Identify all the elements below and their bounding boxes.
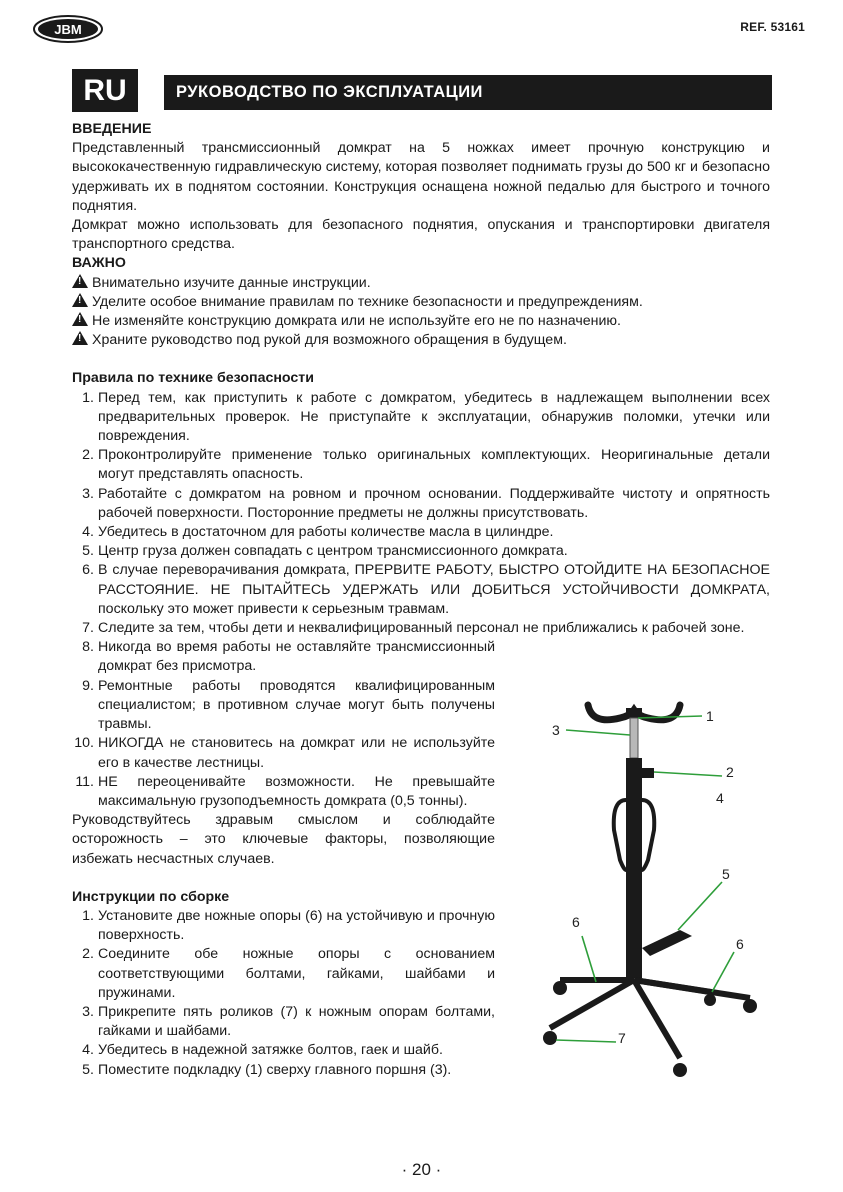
jack-drawing (530, 680, 780, 1100)
list-item: 1. Перед тем, как приступить к работе с домкратом, убедитесь в надлежащем выполнении всех предварительных проверок. Не приступайте к эксплуатации, обнаружив поломки, утечки или повреждения. (82, 389, 770, 445)
intro-paragraph-1: Представленный трансмиссионный домкрат на 5 ножках имеет прочную конструкцию и высококачественную гидравлическую систему, которая позволяет поднимать грузы до 500 кг и безопасно удерживать их в поднятом состоянии. Конструкция оснащена ножной педалью для быстрого и точного поднятия. (72, 140, 770, 214)
warning-icon (72, 312, 88, 326)
list-item: 2. Проконтролируйте применение только оригинальных комплектующих. Неоригинальные детали могут представлять опасность. (82, 447, 770, 483)
warning-text: Внимательно изучите данные инструкции. (92, 274, 371, 291)
warning-icon (72, 274, 88, 288)
list-item: 3. Прикрепите пять роликов (7) к ножным опорам болтами, гайками и шайбами. (82, 1003, 495, 1040)
page-title: РУКОВОДСТВО ПО ЭКСПЛУАТАЦИИ (164, 75, 772, 110)
callout-label: 7 (618, 1030, 626, 1046)
list-item: 4. Убедитесь в достаточном для работы количестве масла в цилиндре. (82, 524, 554, 541)
callout-label: 6 (736, 936, 744, 952)
callout-label: 4 (716, 790, 724, 806)
jbm-logo (32, 14, 104, 44)
callout-label: 2 (726, 764, 734, 780)
list-item: 3. Работайте с домкратом на ровном и прочном основании. Поддерживайте чистоту и опрятность рабочей поверхности. Посторонние предметы не должны присутствовать. (82, 485, 770, 521)
callout-label: 6 (572, 914, 580, 930)
list-item: 10. НИКОГДА не становитесь на домкрат или не используйте его в качестве лестницы. (74, 735, 495, 771)
intro-paragraph-2: Домкрат можно использовать для безопасного поднятия, опускания и транспортировки двигателя транспортного средства. (72, 217, 770, 253)
assembly-list (72, 907, 495, 1080)
list-item: 7. Следите за тем, чтобы дети и неквалифицированный персонал не приближались к рабочей зоне. (82, 620, 745, 637)
callout-label: 5 (722, 866, 730, 882)
safety-closing: Руководствуйтесь здравым смыслом и соблюдайте осторожность – это ключевые факторы, позволяющие избежать несчастных случаев. (72, 812, 495, 867)
list-item: 9. Ремонтные работы проводятся квалифицированным специалистом; в противном случае могут быть получены травмы. (82, 677, 495, 733)
language-badge: RU (72, 69, 138, 112)
list-item: 2. Соедините обе ножные опоры с основанием соответствующими болтами, гайками, шайбами и пружинами. (82, 946, 495, 1001)
list-item: 1. Установите две ножные опоры (6) на устойчивую и прочную поверхность. (82, 907, 495, 944)
list-item: 5. Центр груза должен совпадать с центром трансмиссионного домкрата. (82, 543, 568, 560)
assembly-heading: Инструкции по сборке (72, 888, 230, 905)
safety-list-continued (72, 638, 495, 811)
important-heading: ВАЖНО (72, 255, 126, 272)
jack-illustration (530, 680, 780, 1100)
intro-heading: ВВЕДЕНИЕ (72, 121, 152, 137)
safety-heading: Правила по технике безопасности (72, 370, 314, 387)
list-item: 8. Никогда во время работы не оставляйте трансмиссионный домкрат без присмотра. (82, 639, 495, 675)
warning-text: Храните руководство под рукой для возможного обращения в будущем. (92, 332, 567, 349)
logo-text: JBM (54, 22, 82, 37)
reference-code: REF. 53161 (740, 20, 805, 34)
warning-item (72, 331, 770, 350)
callout-label: 1 (706, 708, 714, 724)
page-number: · 20 · (401, 1160, 442, 1179)
warning-item (72, 274, 770, 293)
narrow-column (72, 638, 495, 1079)
list-item: 5. Поместите подкладку (1) сверху главного поршня (3). (82, 1061, 452, 1078)
warning-icon (72, 331, 88, 345)
list-item: 4. Убедитесь в надежной затяжке болтов, гаек и шайб. (82, 1042, 443, 1059)
warning-item (72, 293, 770, 312)
warning-text: Не изменяйте конструкцию домкрата или не используйте его не по назначению. (92, 313, 621, 330)
callout-label: 3 (552, 722, 560, 738)
list-item: 6. В случае переворачивания домкрата, ПРЕРВИТЕ РАБОТУ, БЫСТРО ОТОЙДИТЕ НА БЕЗОПАСНОЕ РАССТОЯНИЕ. НЕ ПЫТАЙТЕСЬ УДЕРЖАТЬ ИЛИ ДОБИТЬСЯ УСТОЙЧИВОСТИ ДОМКРАТА, поскольку это может привести к серьезным травмам. (82, 562, 770, 617)
safety-list (72, 389, 770, 639)
warning-icon (72, 293, 88, 307)
list-item: 11. НЕ переоценивайте возможности. Не превышайте максимальную грузоподъемность домкрата (0,5 тонны). (75, 773, 495, 809)
warning-item (72, 312, 770, 331)
warning-text: Уделите особое внимание правилам по технике безопасности и предупреждениям. (92, 293, 643, 310)
